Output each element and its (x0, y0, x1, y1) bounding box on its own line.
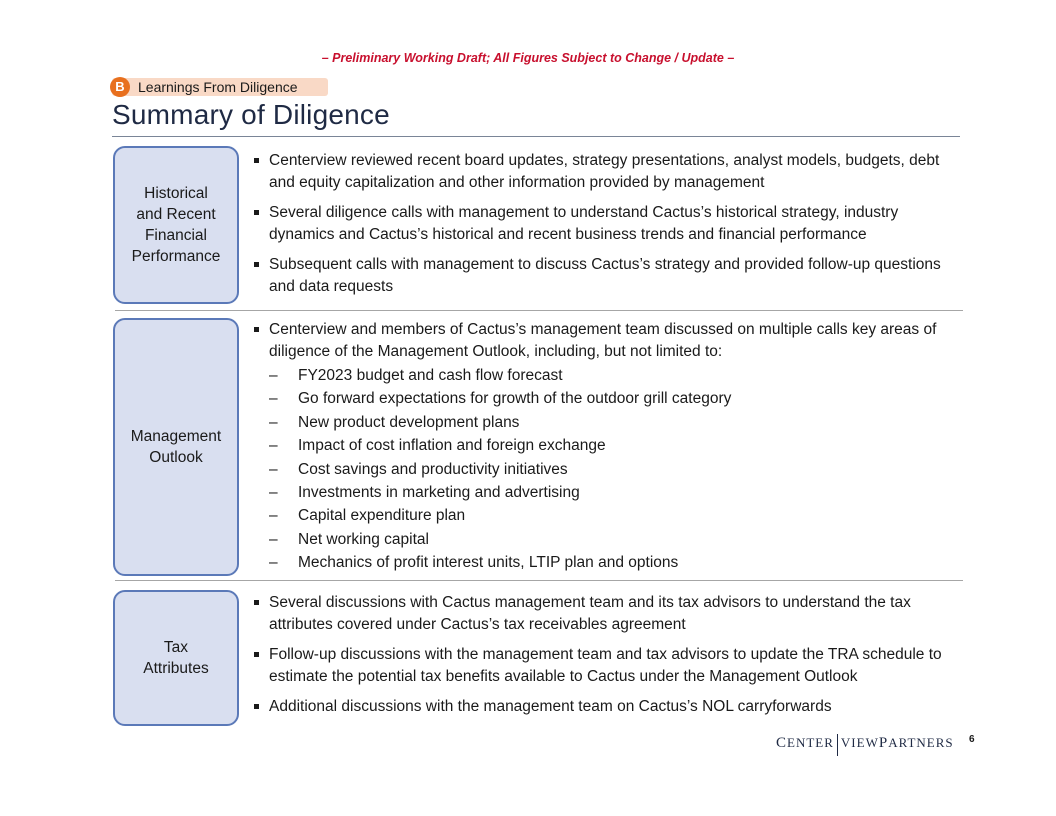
page-number: 6 (969, 734, 975, 745)
logo-text: ENTER (787, 735, 834, 750)
row-content-tax-attributes (252, 592, 962, 726)
title-divider (112, 136, 960, 137)
sub-item-text: Net working capital (298, 530, 429, 548)
logo-divider (837, 734, 838, 756)
row-label-text: Tax Attributes (143, 639, 209, 677)
section-tag-label: Learnings From Diligence (138, 79, 298, 95)
row-content-management-outlook (252, 319, 962, 575)
dash-marker: – (269, 554, 278, 572)
row-label-tax-attributes (113, 590, 239, 726)
dash-marker: – (269, 413, 278, 431)
row-label-historical (113, 146, 239, 304)
logo-initial: P (878, 734, 889, 751)
bullet-item: Additional discussions with the management team on Cactus’s NOL carryforwards (252, 696, 962, 718)
bullet-item: Centerview and members of Cactus’s management team discussed on multiple calls key areas of diligence of the Management Outlook, including, but not limited to: (252, 319, 962, 363)
sub-item (252, 387, 962, 410)
logo-initial: C (776, 734, 788, 751)
sub-item (252, 504, 962, 527)
sub-item-text: Impact of cost inflation and foreign exchange (298, 437, 606, 455)
sub-item (252, 551, 962, 574)
row-label-text: Management Outlook (130, 428, 222, 466)
draft-notice: – Preliminary Working Draft; All Figures Subject to Change / Update – (321, 51, 735, 65)
logo-text: IEW (851, 735, 879, 750)
bullet-item: Centerview reviewed recent board updates, strategy presentations, analyst models, budgets, debt and equity capitalization and other information provided by management (252, 150, 962, 194)
sub-item-text: Capital expenditure plan (298, 507, 466, 525)
sub-item (252, 364, 962, 387)
logo-text: V (840, 735, 852, 750)
dash-marker: – (269, 460, 278, 478)
sub-item (252, 411, 962, 434)
bullet-item: Several discussions with Cactus management team and its tax advisors to understand the tax attributes covered under Cactus’s tax receivables agreement (252, 592, 962, 636)
sub-item-text: Go forward expectations for growth of the outdoor grill category (298, 390, 732, 408)
row-divider (115, 580, 963, 581)
row-content-historical (252, 150, 962, 306)
sub-item-text: Investments in marketing and advertising (298, 484, 580, 502)
section-badge: B (110, 77, 130, 97)
bullet-item: Several diligence calls with management to understand Cactus’s historical strategy, industry dynamics and Cactus’s historical and recent business trends and financial performance (252, 202, 962, 246)
sub-item (252, 528, 962, 551)
page-title: Summary of Diligence (112, 99, 390, 130)
row-label-management-outlook (113, 318, 239, 576)
sub-item (252, 434, 962, 457)
dash-marker: – (269, 484, 278, 502)
dash-marker: – (269, 367, 278, 384)
dash-marker: – (269, 437, 278, 455)
sub-item-text: FY2023 budget and cash flow forecast (298, 367, 563, 384)
dash-marker: – (269, 507, 278, 525)
row-label-text: Historical and Recent Financial Performance (131, 185, 221, 265)
dash-marker: – (269, 530, 278, 548)
sub-item-text: New product development plans (298, 413, 520, 431)
sub-item-text: Cost savings and productivity initiatives (298, 460, 568, 478)
sub-item-text: Mechanics of profit interest units, LTIP plan and options (298, 554, 679, 572)
logo-text: ARTNERS (888, 735, 954, 750)
company-logo (776, 732, 954, 754)
bullet-item: Subsequent calls with management to discuss Cactus’s strategy and provided follow-up questions and data requests (252, 254, 962, 298)
sub-item (252, 481, 962, 504)
row-divider (115, 310, 963, 311)
dash-marker: – (269, 390, 278, 408)
section-tag (112, 78, 328, 96)
bullet-item: Follow-up discussions with the management team and tax advisors to update the TRA schedule to estimate the potential tax benefits available to Cactus under the Management Outlook (252, 644, 962, 688)
sub-item (252, 458, 962, 481)
